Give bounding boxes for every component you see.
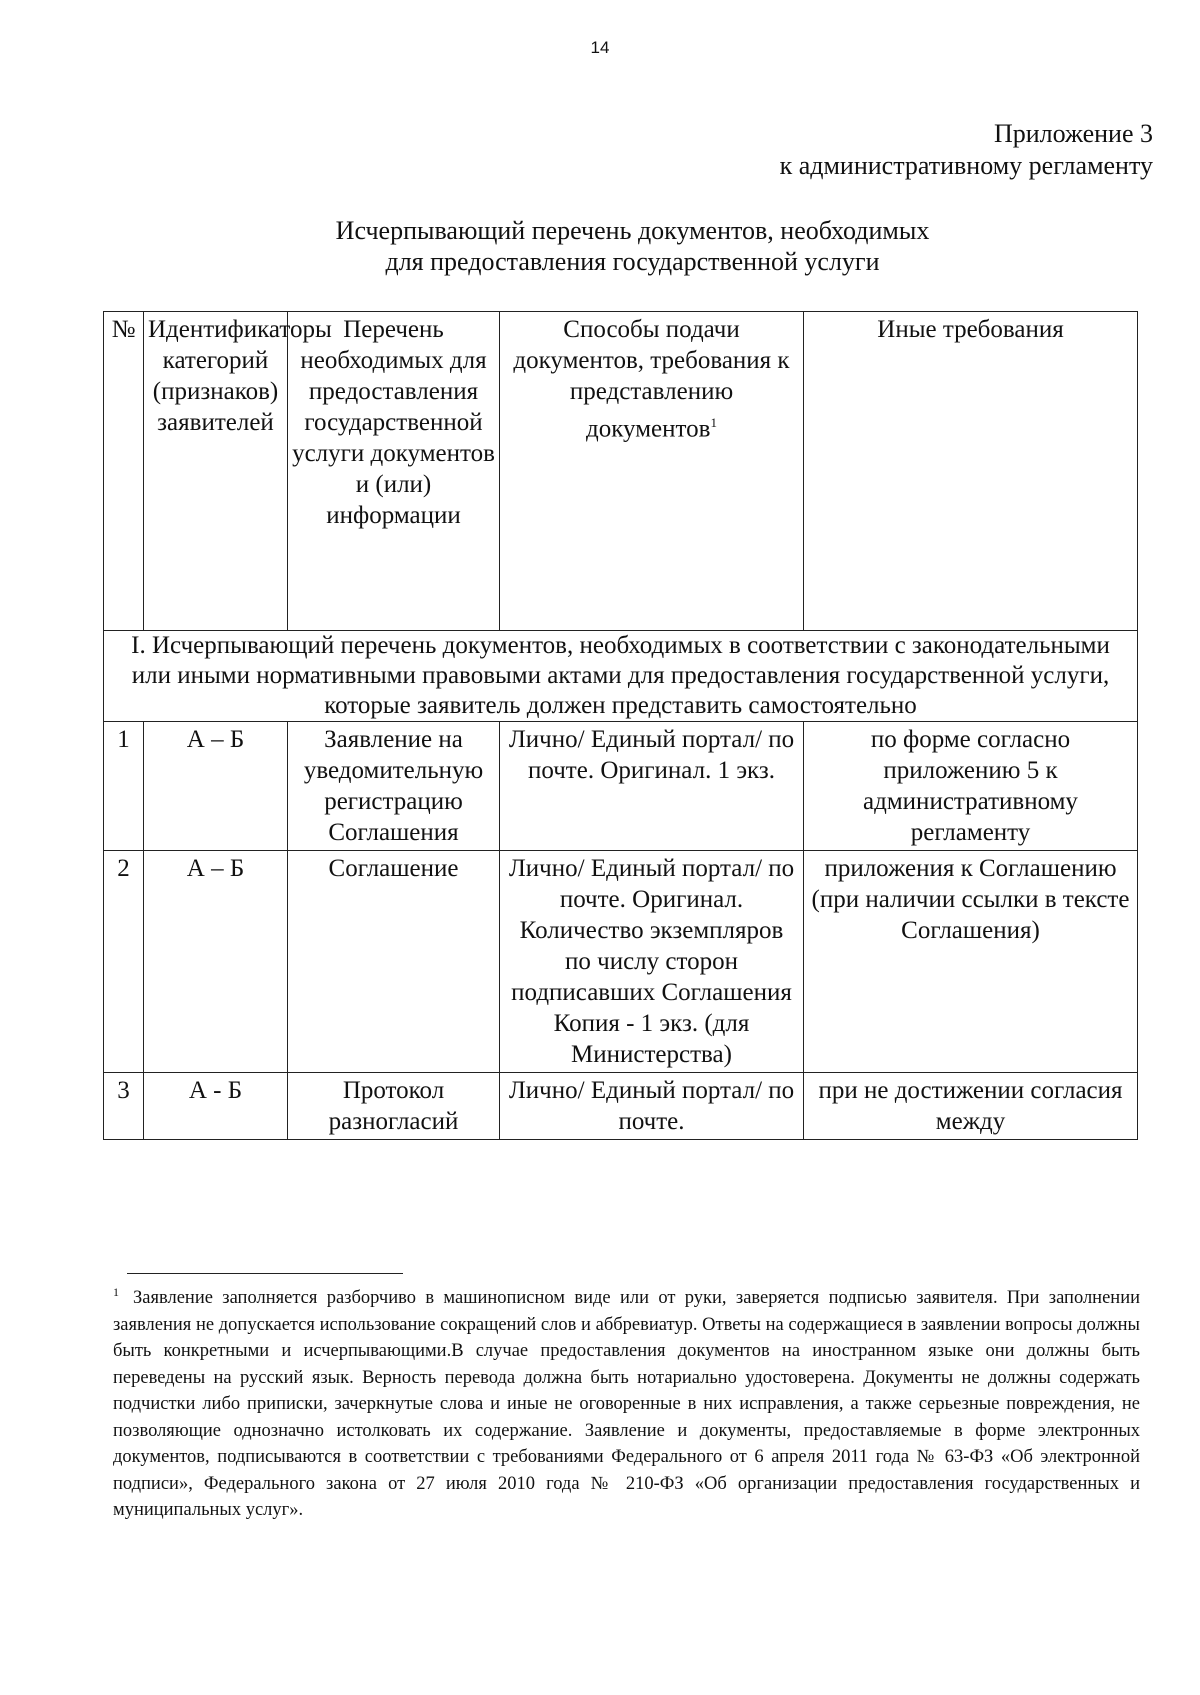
appendix-line-1: Приложение 3 <box>993 119 1153 148</box>
row-method: Лично/ Единый портал/ по почте. <box>500 1073 804 1140</box>
row-other: приложения к Соглашению (при наличии ссылки в тексте Соглашения) <box>804 851 1138 1073</box>
row-num: 2 <box>104 851 144 1073</box>
title-line-2: для предоставления государственной услуги <box>385 247 880 276</box>
row-other: по форме согласно приложению 5 к административному регламенту <box>804 722 1138 851</box>
row-method: Лично/ Единый портал/ по почте. Оригинал. Количество экземпляров по числу сторон подписавших Соглашения Копия - 1 экз. (для Министерства) <box>500 851 804 1073</box>
table-header-row <box>104 312 1138 631</box>
table-row <box>104 1073 1138 1140</box>
row-category: А – Б <box>144 851 288 1073</box>
table-row <box>104 722 1138 851</box>
row-document: Протокол разногласий <box>288 1073 500 1140</box>
section-row <box>104 631 1138 722</box>
appendix-line-2: к административному регламенту <box>779 151 1153 180</box>
header-num: № <box>104 312 144 631</box>
row-other: при не достижении согласия между <box>804 1073 1138 1140</box>
page-number: 14 <box>590 38 610 57</box>
footnote <box>113 1279 1140 1524</box>
section-heading: I. Исчерпывающий перечень документов, необходимых в соответствии с законодательными или иными нормативными правовыми актами для предоставления государственной услуги, которые заявитель должен представить самостоятельно <box>104 631 1138 722</box>
row-num: 1 <box>104 722 144 851</box>
header-documents: Перечень необходимых для предоставления государственной услуги документов и (или) информации <box>288 312 500 631</box>
row-category: А – Б <box>144 722 288 851</box>
row-document: Соглашение <box>288 851 500 1073</box>
row-category: А - Б <box>144 1073 288 1140</box>
documents-table <box>103 311 1138 1140</box>
header-other: Иные требования <box>804 312 1138 631</box>
document-title <box>0 215 1200 277</box>
footnote-reference: 1 <box>710 415 717 430</box>
appendix-reference <box>780 118 1153 182</box>
table-row <box>104 851 1138 1073</box>
header-category: Идентификаторы категорий (признаков) заявителей <box>144 312 288 631</box>
row-num: 3 <box>104 1073 144 1140</box>
title-line-1: Исчерпывающий перечень документов, необходимых <box>335 216 930 245</box>
header-methods <box>500 312 804 631</box>
footnote-mark: 1 <box>113 1285 119 1299</box>
row-document: Заявление на уведомительную регистрацию Соглашения <box>288 722 500 851</box>
footnote-separator <box>127 1273 403 1274</box>
header-methods-text: Способы подачи документов, требования к представлению документов <box>513 316 790 443</box>
footnote-text: Заявление заполняется разборчиво в машинописном виде или от руки, заверяется подписью заявителя. При заполнении заявления не допускается использование сокращений слов и аббревиатур. Ответы на содержащиеся в заявлении вопросы должны быть конкретными и исчерпывающими.В случае предоставления документов на иностранном языке они должны быть переведены на русский язык. Верность перевода должна быть нотариально удостоверена. Документы не должны содержать подчистки либо приписки, зачеркнутые слова и иные не оговоренные в них исправления, а также серьезные повреждения, не позволяющие однозначно истолковать их содержание. Заявление и документы, предоставляемые в форме электронных документов, подписываются в соответствии с требованиями Федерального от 6 апреля 2011 года № 63-ФЗ «Об электронной подписи», Федерального закона от 27 июля 2010 года № 210-ФЗ «Об организации предоставления государственных и муниципальных услуг». <box>113 1288 1140 1521</box>
row-method: Лично/ Единый портал/ по почте. Оригинал. 1 экз. <box>500 722 804 851</box>
